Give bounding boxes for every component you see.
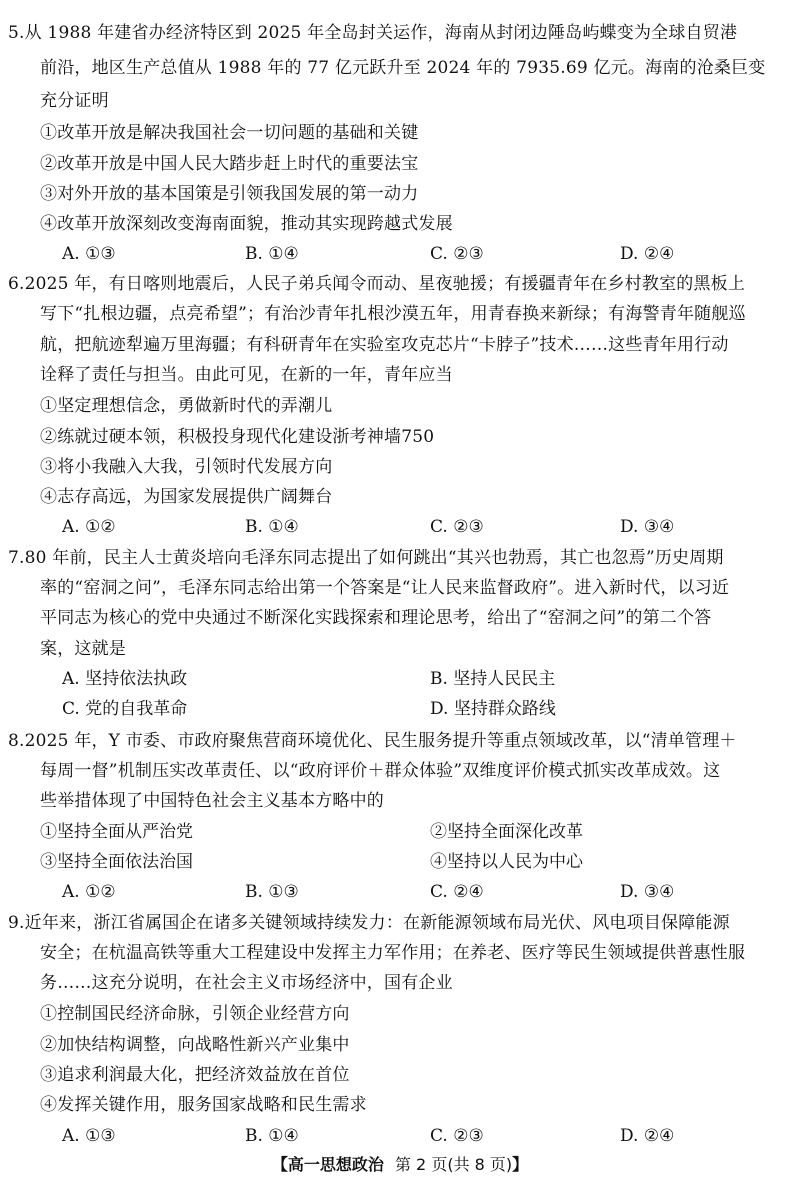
q6-option-c: C. ②③	[430, 517, 484, 537]
q7-stem-line-2: 率的“窑洞之问”，毛泽东同志给出第一个答案是“让人民来监督政府”。进入新时代，以习近	[40, 578, 730, 598]
q8-option-d: D. ③④	[620, 882, 675, 902]
q8-stem-line-2: 每周一督”机制压实改革责任、以“政府评价＋群众体验”双维度评价模式抓实改革成效。这	[40, 761, 721, 781]
q9-item-2: ②加快结构调整，向战略性新兴产业集中	[40, 1035, 350, 1055]
q8-item-4: ④坚持以人民为中心	[430, 852, 583, 872]
footer-subject: 【高一思想政治	[271, 1155, 384, 1174]
q8-option-b: B. ①③	[245, 882, 299, 902]
q5-stem-line-3: 充分证明	[40, 91, 109, 111]
q6-item-3: ③将小我融入大我，引领时代发展方向	[40, 457, 333, 477]
q9-option-a: A. ①③	[62, 1126, 116, 1146]
q6-option-b: B. ①④	[245, 517, 299, 537]
q6-item-1: ①坚定理想信念，勇做新时代的弄潮儿	[40, 396, 333, 416]
q6-option-a: A. ①②	[62, 517, 116, 537]
q7-option-d: D. 坚持群众路线	[430, 699, 556, 719]
footer-bracket-close: 】	[512, 1155, 529, 1174]
q8-stem-line-1: 8.2025 年，Y 市委、市政府聚焦营商环境优化、民生服务提升等重点领域改革，以“清单管理＋	[8, 731, 737, 751]
q8-option-a: A. ①②	[62, 882, 116, 902]
q6-item-2: ②练就过硬本领，积极投身现代化建设浙考神墙750	[40, 427, 435, 447]
q6-option-d: D. ③④	[620, 517, 675, 537]
q5-item-3: ③对外开放的基本国策是引领我国发展的第一动力	[40, 184, 419, 204]
q9-option-b: B. ①④	[245, 1126, 299, 1146]
q9-item-1: ①控制国民经济命脉，引领企业经营方向	[40, 1004, 350, 1024]
footer-page-number: 第 2 页(共 8 页)	[394, 1155, 513, 1174]
q7-option-c: C. 党的自我革命	[62, 699, 188, 719]
q7-option-b: B. 坚持人民民主	[430, 669, 556, 689]
q7-stem-line-4: 案，这就是	[40, 639, 126, 659]
q7-option-a: A. 坚持依法执政	[62, 669, 188, 689]
q9-stem-line-2: 安全；在杭温高铁等重大工程建设中发挥主力军作用；在养老、医疗等民生领域提供普惠性服	[40, 943, 746, 963]
q5-item-2: ②改革开放是中国人民大踏步赶上时代的重要法宝	[40, 154, 419, 174]
q7-stem-line-3: 平同志为核心的党中央通过不断深化实践探索和理论思考，给出了“窑洞之问”的第二个答	[40, 608, 712, 628]
q8-item-2: ②坚持全面深化改革	[430, 822, 583, 842]
q9-stem-line-1: 9.近年来，浙江省属国企在诸多关键领域持续发力：在新能源领域布局光伏、风电项目保障能源	[8, 913, 730, 933]
q8-stem-line-3: 些举措体现了中国特色社会主义基本方略中的	[40, 791, 384, 811]
q9-item-4: ④发挥关键作用，服务国家战略和民生需求	[40, 1095, 367, 1115]
q5-stem-line-2: 前沿，地区生产总值从 1988 年的 77 亿元跃升至 2024 年的 7935.69 亿元。海南的沧桑巨变	[40, 58, 766, 78]
q9-option-d: D. ②④	[620, 1126, 675, 1146]
q6-stem-line-4: 诠释了责任与担当。由此可见，在新的一年，青年应当	[40, 365, 453, 385]
q8-option-c: C. ②④	[430, 882, 484, 902]
page-footer	[0, 1154, 800, 1176]
q6-stem-line-3: 航，把航迹犁遍万里海疆；有科研青年在实验室攻克芯片“卡脖子”技术……这些青年用行动	[40, 335, 729, 355]
q5-item-4: ④改革开放深刻改变海南面貌，推动其实现跨越式发展	[40, 214, 453, 234]
q5-option-d: D. ②④	[620, 244, 675, 264]
q8-item-1: ①坚持全面从严治党	[40, 822, 193, 842]
q5-item-1: ①改革开放是解决我国社会一切问题的基础和关键	[40, 123, 419, 143]
q5-option-b: B. ①④	[245, 244, 299, 264]
q5-option-a: A. ①③	[62, 244, 116, 264]
q6-item-4: ④志存高远，为国家发展提供广阔舞台	[40, 487, 333, 507]
q8-item-3: ③坚持全面依法治国	[40, 852, 193, 872]
q9-item-3: ③追求利润最大化，把经济效益放在首位	[40, 1065, 350, 1085]
q5-option-c: C. ②③	[430, 244, 484, 264]
q9-stem-line-3: 务……这充分说明，在社会主义市场经济中，国有企业	[40, 973, 453, 993]
q9-option-c: C. ②③	[430, 1126, 484, 1146]
q6-stem-line-2: 写下“扎根边疆，点亮希望”；有治沙青年扎根沙漠五年，用青春换来新绿；有海警青年随舰巡	[40, 304, 746, 324]
q5-stem-line-1: 5.从 1988 年建省办经济特区到 2025 年全岛封关运作，海南从封闭边陲岛屿蝶变为全球自贸港	[8, 23, 738, 43]
q7-stem-line-1: 7.80 年前，民主人士黄炎培向毛泽东同志提出了如何跳出“其兴也勃焉，其亡也忽焉”历史周期	[8, 548, 724, 568]
q6-stem-line-1: 6.2025 年，有日喀则地震后，人民子弟兵闻令而动、星夜驰援；有援疆青年在乡村教室的黑板上	[8, 274, 746, 294]
